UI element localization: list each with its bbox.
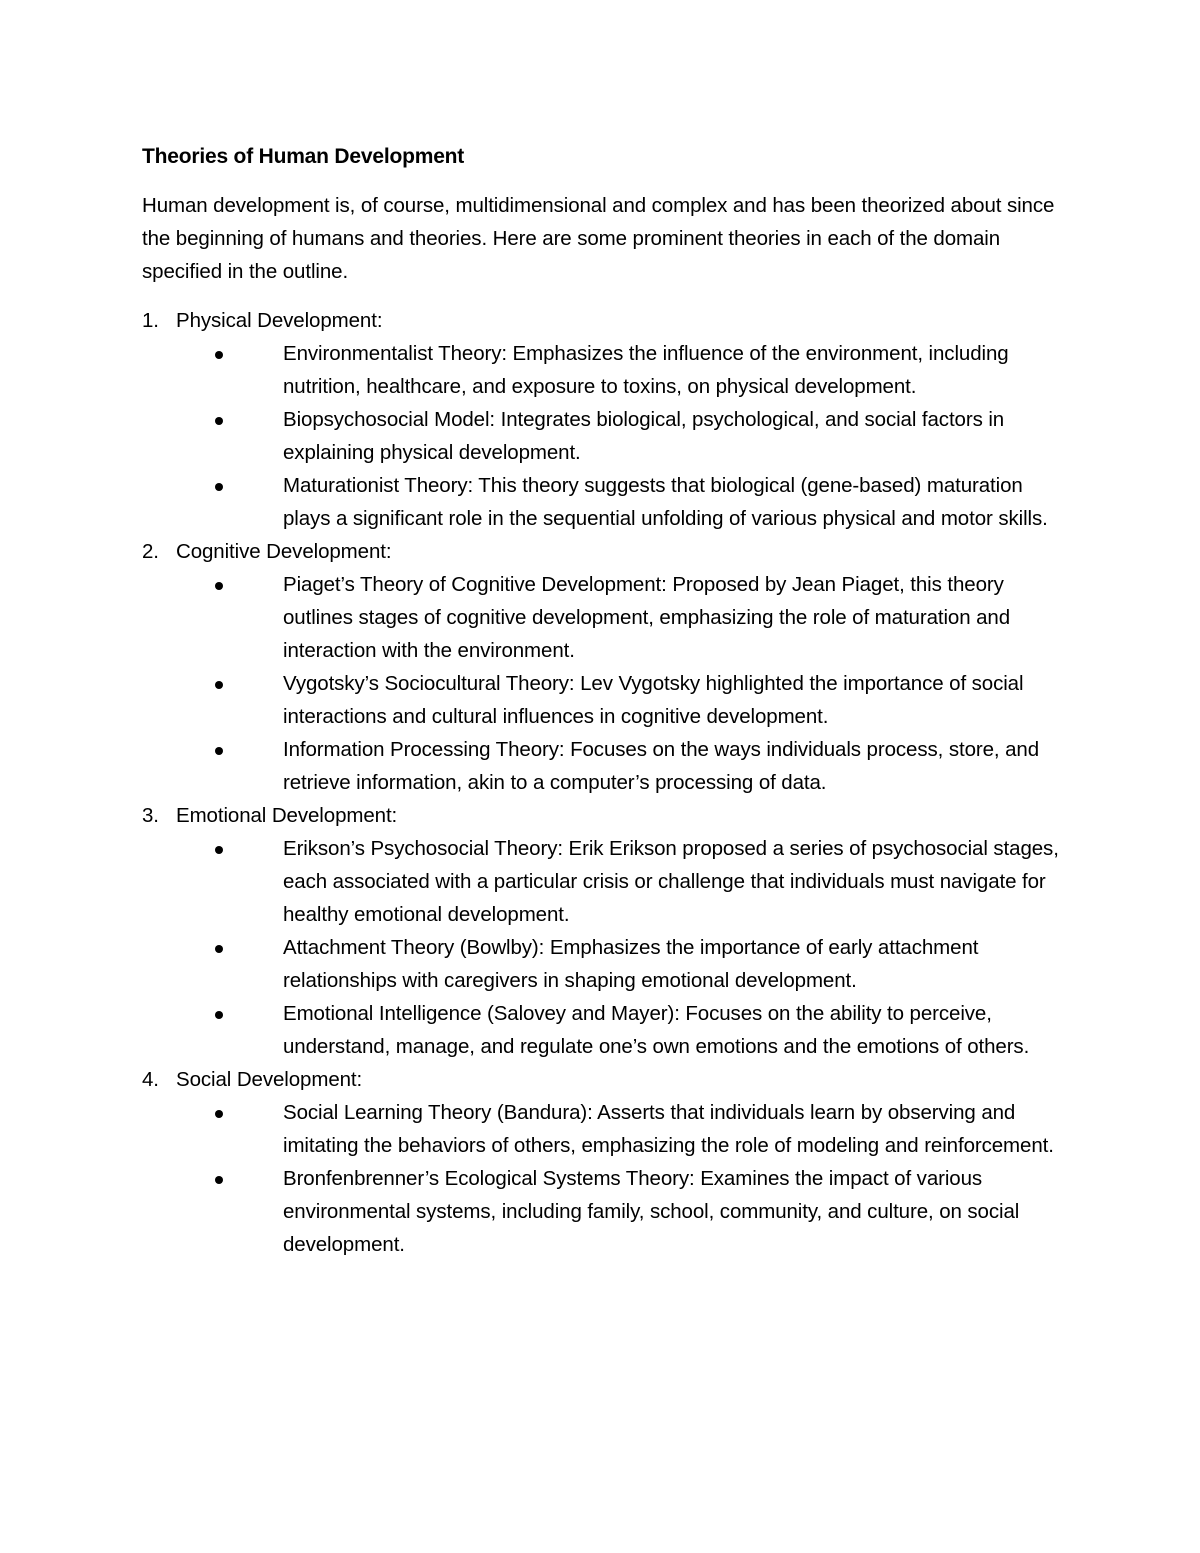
section-title: Physical Development:	[176, 309, 383, 332]
theory-item	[142, 832, 1067, 931]
bullet-icon	[215, 351, 223, 359]
section-heading	[142, 799, 1067, 832]
theory-list	[142, 832, 1067, 1063]
theory-text: Vygotsky’s Sociocultural Theory: Lev Vygotsky highlighted the importance of social interactions and cultural influences in cognitive development.	[283, 672, 1024, 728]
section-number: 3.	[142, 804, 159, 827]
section-physical-development	[142, 304, 1067, 535]
theory-item	[142, 403, 1067, 469]
section-heading	[142, 304, 1067, 337]
theory-text: Bronfenbrenner’s Ecological Systems Theory: Examines the impact of various environmental systems, including family, school, community, and culture, on social development.	[283, 1167, 1020, 1256]
bullet-icon	[215, 1011, 223, 1019]
theory-list	[142, 568, 1067, 799]
theory-text: Biopsychosocial Model: Integrates biological, psychological, and social factors in explaining physical development.	[283, 408, 1005, 464]
theory-item	[142, 469, 1067, 535]
bullet-icon	[215, 1110, 223, 1118]
theory-item	[142, 931, 1067, 997]
intro-paragraph: Human development is, of course, multidimensional and complex and has been theorized about since the beginning of humans and theories. Here are some prominent theories in each of the domain specified in the outline.	[142, 194, 1055, 283]
bullet-icon	[215, 846, 223, 854]
section-heading	[142, 1063, 1067, 1096]
theory-text: Emotional Intelligence (Salovey and Mayer): Focuses on the ability to perceive, understand, manage, and regulate one’s own emotions and the emotions of others.	[283, 1002, 1030, 1058]
bullet-icon	[215, 582, 223, 590]
theory-item	[142, 337, 1067, 403]
document-title: Theories of Human Development	[142, 145, 465, 168]
section-title: Social Development:	[176, 1068, 363, 1091]
bullet-icon	[215, 1176, 223, 1184]
bullet-icon	[215, 681, 223, 689]
theory-item	[142, 733, 1067, 799]
section-social-development	[142, 1063, 1067, 1261]
bullet-icon	[215, 747, 223, 755]
theory-item	[142, 667, 1067, 733]
theory-item	[142, 1096, 1067, 1162]
bullet-icon	[215, 483, 223, 491]
theory-text: Environmentalist Theory: Emphasizes the influence of the environment, including nutrition, healthcare, and exposure to toxins, on physical development.	[283, 342, 1009, 398]
section-title: Cognitive Development:	[176, 540, 392, 563]
section-number: 1.	[142, 309, 159, 332]
bullet-icon	[215, 945, 223, 953]
theory-sections	[142, 304, 1067, 1261]
theory-text: Information Processing Theory: Focuses on the ways individuals process, store, and retrieve information, akin to a computer’s processing of data.	[283, 738, 1039, 794]
section-heading	[142, 535, 1067, 568]
theory-text: Social Learning Theory (Bandura): Asserts that individuals learn by observing and imitating the behaviors of others, emphasizing the role of modeling and reinforcement.	[283, 1101, 1054, 1157]
section-title: Emotional Development:	[176, 804, 398, 827]
theory-list	[142, 337, 1067, 535]
theory-item	[142, 568, 1067, 667]
theory-text: Piaget’s Theory of Cognitive Development: Proposed by Jean Piaget, this theory outlines stages of cognitive development, emphasizing the role of maturation and interaction with the environment.	[283, 573, 1011, 662]
theory-list	[142, 1096, 1067, 1261]
section-emotional-development	[142, 799, 1067, 1063]
theory-text: Erikson’s Psychosocial Theory: Erik Erikson proposed a series of psychosocial stages, each associated with a particular crisis or challenge that individuals must navigate for healthy emotional development.	[283, 837, 1059, 926]
section-number: 4.	[142, 1068, 159, 1091]
theory-text: Maturationist Theory: This theory suggests that biological (gene-based) maturation plays a significant role in the sequential unfolding of various physical and motor skills.	[283, 474, 1048, 530]
theory-text: Attachment Theory (Bowlby): Emphasizes the importance of early attachment relationships with caregivers in shaping emotional development.	[283, 936, 979, 992]
theory-item	[142, 997, 1067, 1063]
section-cognitive-development	[142, 535, 1067, 799]
bullet-icon	[215, 417, 223, 425]
theory-item	[142, 1162, 1067, 1261]
section-number: 2.	[142, 540, 159, 563]
